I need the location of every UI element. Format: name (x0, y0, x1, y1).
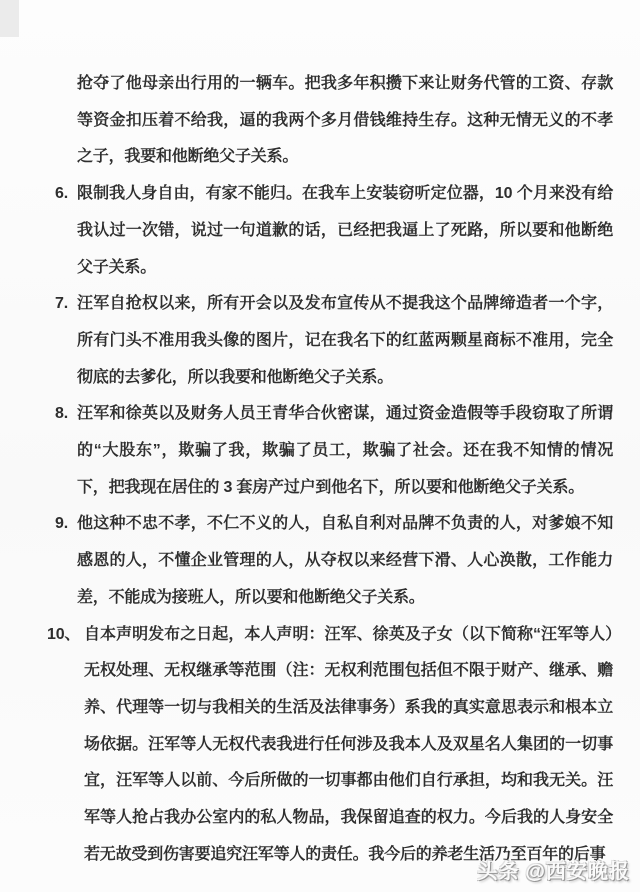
list-item-6 (55, 176, 613, 286)
item-number: 9. (55, 515, 68, 533)
list-item-5-continuation (55, 66, 613, 176)
watermark-brand: 头条 (477, 861, 520, 883)
statement-body (47, 66, 613, 873)
item-text: 限制我人身自由，有家不能归。在我车上安装窃听定位器，10 个月来没有给我认过一次错，说过一句道歉的话，已经把我逼上了死路，所以要和他断绝父子关系。 (77, 185, 613, 276)
item-number: 10、 (47, 625, 81, 643)
list-item-8 (55, 396, 613, 506)
item-number: 6. (55, 185, 68, 203)
item-number: 8. (55, 405, 68, 423)
watermark (477, 855, 630, 884)
item-text: 自本声明发布之日起，本人声明：汪军、徐英及子女（以下简称“汪军等人）无权处理、无权继承等范围（注：无权利范围包括但不限于财产、继承、赡养、代理等一切与我相关的生活及法律事务）系我的真实意思表示和根本立场依据。汪军等人无权代表我进行任何涉及我本人及双星名人集团的一切事宜，汪军等人以前、今后所做的一切事都由他们自行承担，均和我无关。汪军等人抢占我办公室内的私人物品，我保留追查的权力。今后我的人身安全若无故受到伤害要追究汪军等人的责任。我今后的养老生活乃至百年的后事 (84, 625, 613, 863)
item-text: 汪军自抢权以来，所有开会以及发布宣传从不提我这个品牌缔造者一个字，所有门头不准用我头像的图片，记在我名下的红蓝两颗星商标不准用，完全彻底的去爹化，所以我要和他断绝父子关系。 (77, 295, 613, 386)
list-item-7 (55, 286, 613, 396)
watermark-account: @西安晚报 (525, 861, 630, 883)
item-number (55, 66, 77, 176)
list-item-9 (55, 506, 613, 616)
item-text: 汪军和徐英以及财务人员王青华合伙密谋，通过资金造假等手段窃取了所谓的“大股东”，欺骗了我，欺骗了员工，欺骗了社会。还在我不知情的情况下，把我现在居住的 3 套房产过户到他名下，所以要和他断绝父子关系。 (77, 405, 613, 496)
item-text: 抢夺了他母亲出行用的一辆车。把我多年积攒下来让财务代管的工资、存款等资金扣压着不给我，逼的我两个多月借钱维持生存。这种无情无义的不孝之子，我要和他断绝父子关系。 (77, 75, 613, 166)
item-text: 他这种不忠不孝，不仁不义的人，自私自利对品牌不负责的人，对爹娘不知感恩的人，不懂企业管理的人，从夺权以来经营下滑、人心涣散，工作能力差，不能成为接班人，所以要和他断绝父子关系。 (77, 515, 613, 606)
scan-artifact-corner (0, 0, 19, 37)
list-item-10 (47, 617, 613, 874)
item-number: 7. (55, 295, 68, 313)
